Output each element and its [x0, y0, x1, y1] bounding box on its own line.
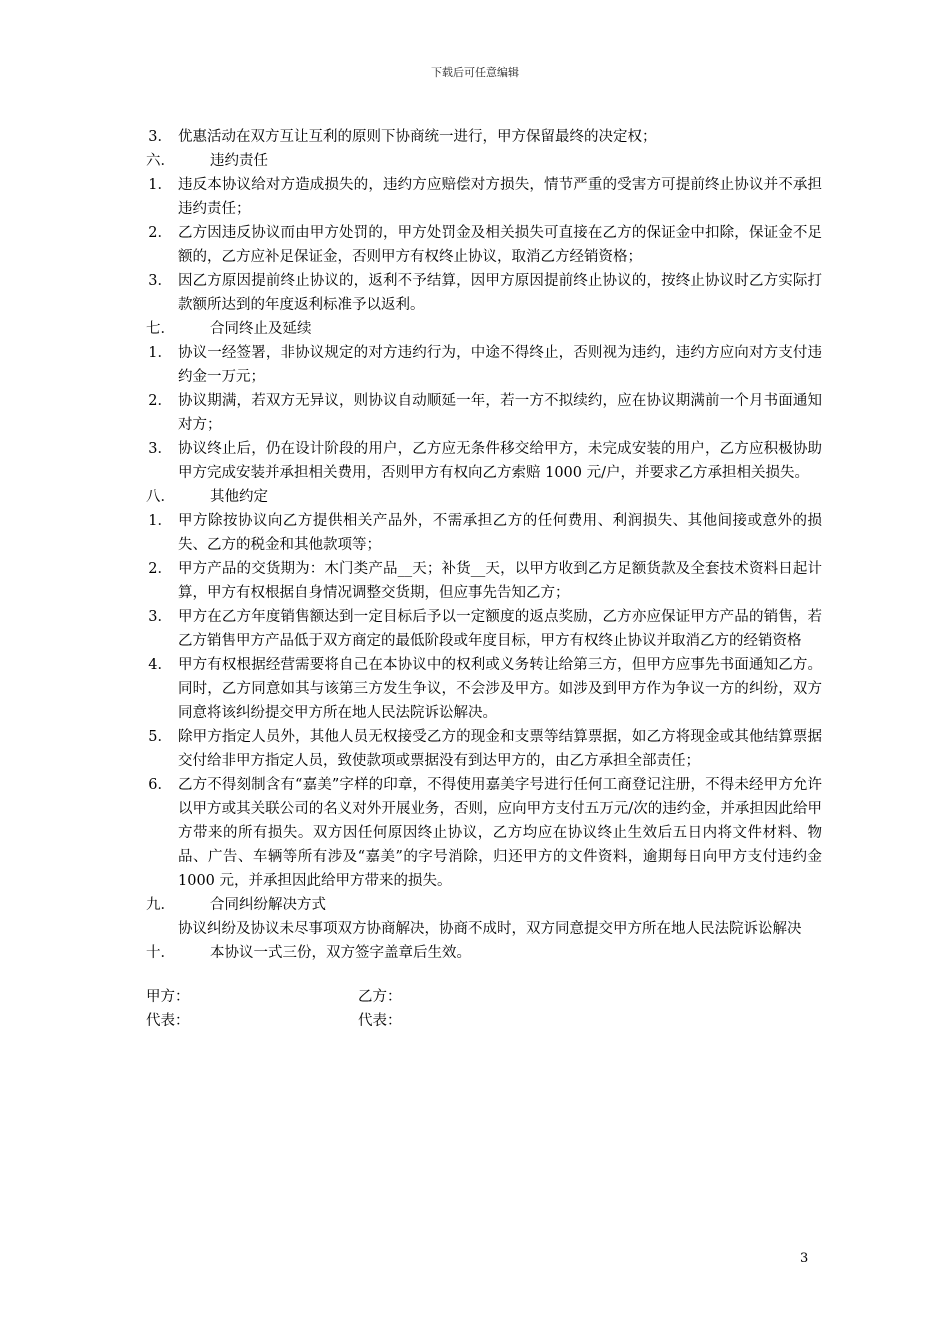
- list-item-number: 3．: [148, 129, 172, 145]
- list-item: [146, 389, 822, 437]
- list-item-text: 甲方除按协议向乙方提供相关产品外，不需承担乙方的任何费用、利润损失、其他间接或意外的损失、乙方的税金和其他款项等；: [178, 513, 822, 553]
- section-title: 其他约定: [210, 489, 268, 505]
- list-item-text: 协议终止后，仍在设计阶段的用户，乙方应无条件移交给甲方，未完成安装的用户，乙方应积极协助甲方完成安装并承担相关费用，否则甲方有权向乙方索赔 1000 元/户，并要求乙方承担相关损失。: [178, 441, 822, 481]
- list-item-text: 协议一经签署，非协议规定的对方违约行为，中途不得终止，否则视为违约，违约方应向对方支付违约金一万元；: [178, 345, 822, 385]
- list-item-text: 因乙方原因提前终止协议的，返利不予结算，因甲方原因提前终止协议的，按终止协议时乙方实际打款额所达到的年度返利标准予以返利。: [178, 273, 822, 313]
- list-item-number: 3．: [148, 609, 172, 625]
- page-header: 下载后可任意编辑: [431, 66, 519, 79]
- list-item-number: 5．: [148, 729, 172, 745]
- rep-b-label: 代表：: [358, 1013, 402, 1029]
- list-item: [146, 221, 822, 269]
- section-heading: [146, 149, 822, 173]
- list-item: [146, 605, 822, 653]
- section-heading: [146, 941, 822, 965]
- list-item-number: 2．: [148, 225, 172, 241]
- section-paragraph: 协议纠纷及协议未尽事项双方协商解决，协商不成时，双方同意提交甲方所在地人民法院诉讼解决: [178, 921, 802, 937]
- document-body: [146, 125, 822, 1033]
- list-item: [146, 269, 822, 317]
- list-item: [146, 509, 822, 557]
- rep-a-label: 代表：: [146, 1013, 190, 1029]
- section-title: 本协议一式三份，双方签字盖章后生效。: [210, 945, 471, 961]
- list-item-text: 甲方产品的交货期为：木门类产品__天；补货__天，以甲方收到乙方足额货款及全套技术资料日起计算，甲方有权根据自身情况调整交货期，但应事先告知乙方；: [178, 561, 822, 601]
- list-item: [146, 773, 822, 893]
- list-item: [146, 125, 822, 149]
- section-title: 合同终止及延续: [210, 321, 312, 337]
- section-heading: [146, 893, 822, 917]
- list-item-text: 甲方有权根据经营需要将自己在本协议中的权利或义务转让给第三方，但甲方应事先书面通知乙方。同时，乙方同意如其与该第三方发生争议，不会涉及甲方。如涉及到甲方作为争议一方的纠纷，双方同意将该纠纷提交甲方所在地人民法院诉讼解决。: [178, 657, 822, 721]
- section-number: 十．: [146, 945, 175, 961]
- list-item-text: 乙方因违反协议而由甲方处罚的，甲方处罚金及相关损失可直接在乙方的保证金中扣除，保证金不足额的，乙方应补足保证金，否则甲方有权终止协议，取消乙方经销资格；: [178, 225, 822, 265]
- list-item-number: 6．: [148, 777, 172, 793]
- section-heading: [146, 485, 822, 509]
- list-item-number: 1．: [148, 177, 172, 193]
- section-number: 七．: [146, 321, 175, 337]
- party-a-label: 甲方：: [146, 989, 190, 1005]
- list-item-text: 协议期满，若双方无异议，则协议自动顺延一年，若一方不拟续约，应在协议期满前一个月书面通知对方；: [178, 393, 822, 433]
- list-item: [146, 437, 822, 485]
- signature-row: [146, 1009, 822, 1033]
- signature-block: [146, 985, 822, 1033]
- list-item-text: 乙方不得刻制含有“嘉美”字样的印章，不得使用嘉美字号进行任何工商登记注册，不得未经甲方允许以甲方或其关联公司的名义对外开展业务，否则，应向甲方支付五万元/次的违约金，并承担因此给甲方带来的所有损失。双方因任何原因终止协议，乙方均应在协议终止生效后五日内将文件材料、物品、广告、车辆等所有涉及“嘉美”的字号消除，归还甲方的文件资料，逾期每日向甲方支付违约金 1000 元，并承担因此给甲方带来的损失。: [178, 777, 822, 889]
- list-item-number: 2．: [148, 561, 172, 577]
- list-item-number: 3．: [148, 273, 172, 289]
- section-number: 九．: [146, 897, 175, 913]
- list-item-number: 2．: [148, 393, 172, 409]
- section-title: 合同纠纷解决方式: [210, 897, 326, 913]
- list-item-number: 4．: [148, 657, 172, 673]
- section-number: 八．: [146, 489, 175, 505]
- party-b-label: 乙方：: [358, 989, 402, 1005]
- section-heading: [146, 317, 822, 341]
- section-number: 六．: [146, 153, 175, 169]
- list-item-number: 1．: [148, 345, 172, 361]
- list-item-number: 3．: [148, 441, 172, 457]
- page-number: 3: [800, 1251, 809, 1266]
- list-item: [146, 173, 822, 221]
- list-item-text: 甲方在乙方年度销售额达到一定目标后予以一定额度的返点奖励，乙方亦应保证甲方产品的销售，若乙方销售甲方产品低于双方商定的最低阶段或年度目标，甲方有权终止协议并取消乙方的经销资格: [178, 609, 822, 649]
- section-title: 违约责任: [210, 153, 268, 169]
- list-item: [146, 653, 822, 725]
- list-item-text: 除甲方指定人员外，其他人员无权接受乙方的现金和支票等结算票据，如乙方将现金或其他结算票据交付给非甲方指定人员，致使款项或票据没有到达甲方的，由乙方承担全部责任；: [178, 729, 822, 769]
- list-item: [146, 341, 822, 389]
- list-item-text: 违反本协议给对方造成损失的，违约方应赔偿对方损失，情节严重的受害方可提前终止协议并不承担违约责任；: [178, 177, 822, 217]
- list-item-number: 1．: [148, 513, 172, 529]
- signature-row: [146, 985, 822, 1009]
- list-item-text: 优惠活动在双方互让互利的原则下协商统一进行，甲方保留最终的决定权；: [178, 129, 657, 145]
- list-item: [146, 725, 822, 773]
- list-item: [146, 557, 822, 605]
